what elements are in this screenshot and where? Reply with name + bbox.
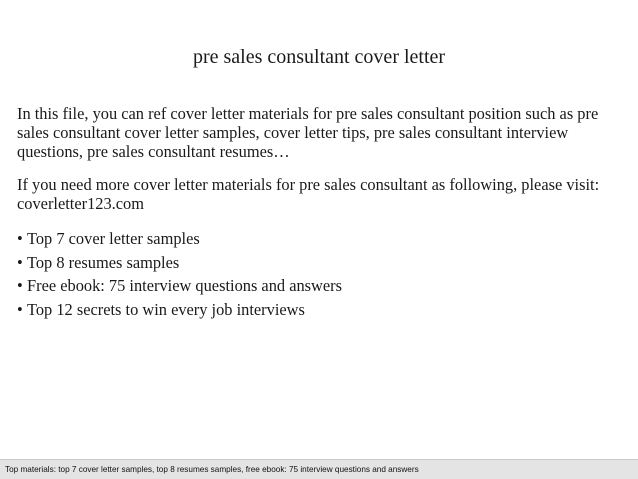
bullet-icon: • (17, 299, 23, 319)
slide-body (17, 104, 629, 321)
list-item (17, 251, 629, 275)
list-item-label: Top 7 cover letter samples (27, 229, 200, 248)
list-item-label: Top 8 resumes samples (27, 252, 180, 272)
footer-bar: Top materials: top 7 cover letter samples, top 8 resumes samples, free ebook: 75 interview questions and answers (0, 459, 638, 479)
bullet-icon: • (17, 276, 23, 295)
list-item-label: Free ebook: 75 interview questions and answers (27, 276, 342, 295)
materials-list (17, 227, 629, 321)
list-item (17, 274, 629, 298)
bullet-icon: • (17, 229, 23, 248)
bullet-icon: • (17, 252, 23, 272)
slide-title: pre sales consultant cover letter (192, 46, 446, 68)
intro-paragraph: In this file, you can ref cover letter materials for pre sales consultant position such as pre sales consultant cover letter samples, cover letter tips, pre sales consultant interview questions, pre sales consultant resumes… (17, 104, 599, 161)
list-item-label: Top 12 secrets to win every job interviews (27, 299, 305, 319)
list-item (17, 298, 629, 322)
more-materials-paragraph: If you need more cover letter materials for pre sales consultant as following, please visit: coverletter123.com (17, 175, 600, 213)
list-item (17, 227, 629, 251)
